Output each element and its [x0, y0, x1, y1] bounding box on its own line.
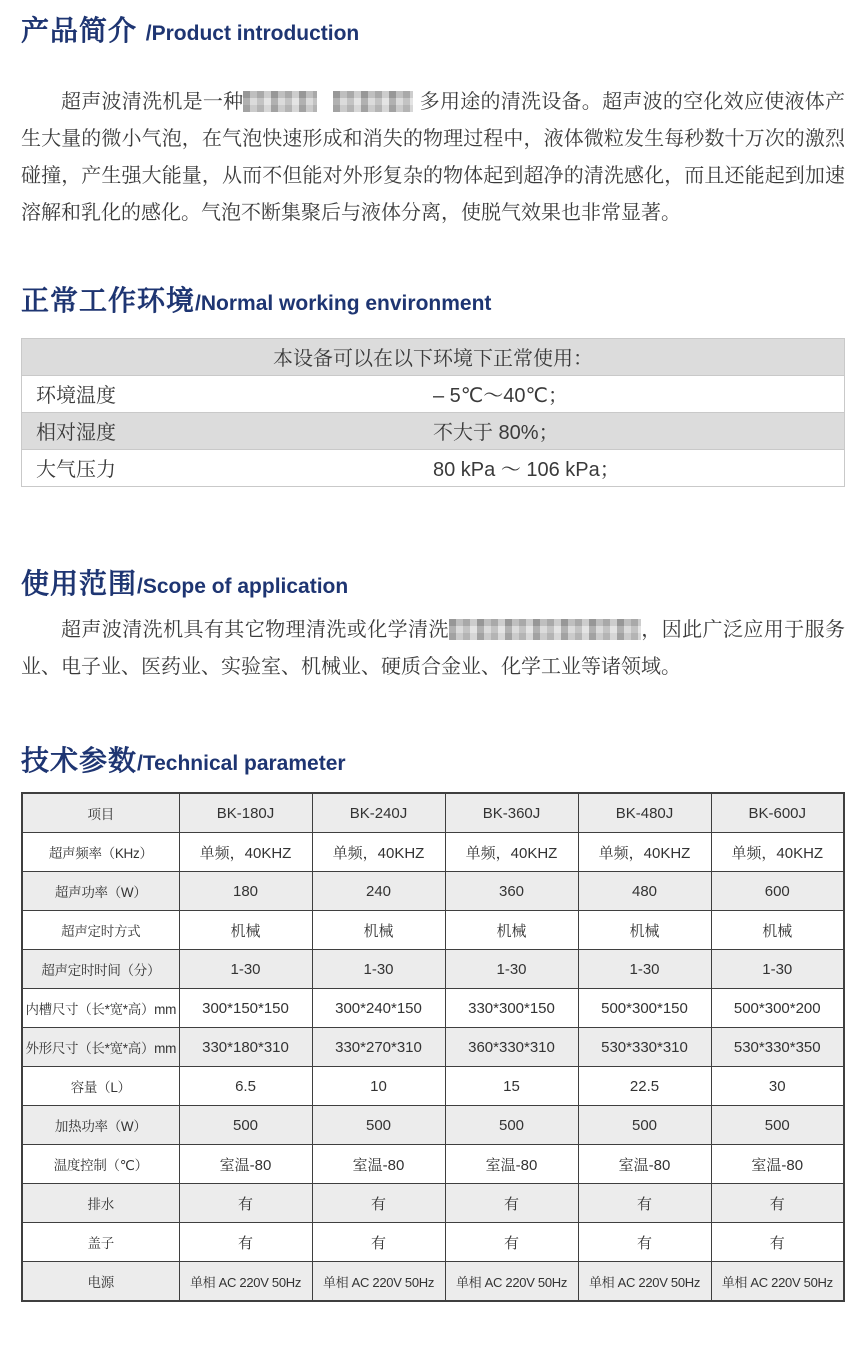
tech-table-cell: 单频，40KHZ: [445, 833, 578, 872]
scope-paragraph: [21, 612, 845, 686]
intro-text-before: 超声波清洗机是一种: [61, 90, 244, 113]
tech-table-row: [22, 1184, 844, 1223]
tech-table-cell: 机械: [578, 911, 711, 950]
scope-text-after: ，因此广泛应用于服务业、电子业、医药业、实验室、机械业、硬质合金业、化学工业等诸领域。: [21, 619, 846, 679]
tech-table-cell: 360: [445, 872, 578, 911]
tech-table-cell: 单相 AC 220V 50Hz: [179, 1262, 312, 1302]
heading-zh-label: 使用范围: [21, 567, 138, 599]
tech-table-cell: 室温-80: [578, 1145, 711, 1184]
tech-table-cell: 330*180*310: [179, 1028, 312, 1067]
tech-table-row-label: 加热功率（W）: [22, 1106, 179, 1145]
tech-table-row-label: 盖子: [22, 1223, 179, 1262]
environment-row-label: 大气压力: [22, 449, 434, 486]
product-introduction-heading: [21, 14, 845, 48]
tech-table-cell: 单频，40KHZ: [312, 833, 445, 872]
censored-text-block: [449, 619, 641, 640]
tech-table-cell: 30: [711, 1067, 844, 1106]
environment-row-label: 相对湿度: [22, 412, 434, 449]
environment-row-value: 不大于 80%；: [433, 412, 845, 449]
intro-paragraph: [21, 84, 845, 232]
tech-table-cell: 180: [179, 872, 312, 911]
tech-table-row: [22, 1028, 844, 1067]
environment-table: [21, 338, 845, 487]
tech-table-cell: 300*240*150: [312, 989, 445, 1028]
tech-table-row: [22, 911, 844, 950]
tech-table-row-label: 外形尺寸（长*宽*高）mm: [22, 1028, 179, 1067]
tech-table-cell: 单相 AC 220V 50Hz: [711, 1262, 844, 1302]
tech-table-cell: 有: [179, 1223, 312, 1262]
tech-table-row-label: 超声频率（KHz）: [22, 833, 179, 872]
tech-table-cell: 单频，40KHZ: [179, 833, 312, 872]
tech-table-row-label: 容量（L）: [22, 1067, 179, 1106]
intro-text-after: 多用途的清洗设备。超声波的空化效应使液体产生大量的微小气泡，在气泡快速形成和消失的物理过程中，液体微粒发生每秒数十万次的激烈碰撞，产生强大能量，从而不但能对外形复杂的物体起到超净的清洗感化，而且还能起到加速溶解和乳化的感化。气泡不断集聚后与液体分离，使脱气效果也非常显著。: [21, 90, 846, 224]
tech-table-header-cell: BK-480J: [578, 793, 711, 833]
tech-table-cell: 530*330*350: [711, 1028, 844, 1067]
environment-table-header-row: [22, 338, 845, 375]
censored-text-block: [243, 91, 317, 112]
section-product-introduction: [21, 14, 845, 232]
heading-zh-label: 产品简介: [21, 15, 146, 46]
tech-table-row: [22, 872, 844, 911]
tech-table-head: [22, 793, 844, 833]
environment-row-value: 80 kPa ～ 106 kPa；: [433, 449, 845, 486]
tech-table-cell: 机械: [312, 911, 445, 950]
tech-table-cell: 室温-80: [711, 1145, 844, 1184]
heading-zh-label: 正常工作环境: [21, 284, 196, 316]
tech-table-cell: 1-30: [711, 950, 844, 989]
tech-table-cell: 室温-80: [312, 1145, 445, 1184]
normal-working-environment-heading: [21, 284, 845, 318]
tech-table-row: [22, 1106, 844, 1145]
tech-table-cell: 1-30: [179, 950, 312, 989]
tech-table-cell: 1-30: [578, 950, 711, 989]
heading-zh-label: 技术参数: [21, 745, 138, 777]
section-scope-of-application: [21, 567, 845, 687]
tech-table-cell: 单相 AC 220V 50Hz: [445, 1262, 578, 1302]
environment-table-row: [22, 412, 845, 449]
environment-table-row: [22, 375, 845, 412]
tech-table-cell: 有: [578, 1184, 711, 1223]
censored-text-block: [333, 91, 413, 112]
tech-table-header-row: [22, 793, 844, 833]
tech-table-cell: 500: [312, 1106, 445, 1145]
tech-table-cell: 机械: [711, 911, 844, 950]
tech-table-cell: 500: [179, 1106, 312, 1145]
tech-table-row: [22, 989, 844, 1028]
tech-table-cell: 500*300*200: [711, 989, 844, 1028]
environment-table-caption: 本设备可以在以下环境下正常使用：: [273, 348, 593, 371]
tech-table-cell: 有: [445, 1223, 578, 1262]
section-normal-working-environment: [21, 284, 845, 487]
scope-of-application-heading: [21, 567, 845, 601]
tech-table-cell: 22.5: [578, 1067, 711, 1106]
tech-table-cell: 有: [445, 1184, 578, 1223]
tech-table-row: [22, 950, 844, 989]
tech-table-cell: 360*330*310: [445, 1028, 578, 1067]
tech-table-row: [22, 1223, 844, 1262]
tech-table-cell: 500: [578, 1106, 711, 1145]
tech-table-cell: 500*300*150: [578, 989, 711, 1028]
tech-table-row: [22, 833, 844, 872]
tech-table-row-label: 超声定时时间（分）: [22, 950, 179, 989]
environment-table-row: [22, 449, 845, 486]
tech-table-cell: 1-30: [312, 950, 445, 989]
tech-table-body: [22, 833, 844, 1302]
tech-table-cell: 10: [312, 1067, 445, 1106]
tech-table-cell: 单相 AC 220V 50Hz: [578, 1262, 711, 1302]
tech-table-cell: 有: [711, 1184, 844, 1223]
tech-table-header-cell: BK-240J: [312, 793, 445, 833]
tech-table-cell: 单相 AC 220V 50Hz: [312, 1262, 445, 1302]
tech-table-header-cell: BK-600J: [711, 793, 844, 833]
tech-table-cell: 530*330*310: [578, 1028, 711, 1067]
tech-table-cell: 480: [578, 872, 711, 911]
tech-table-header-cell: BK-360J: [445, 793, 578, 833]
heading-en-label: /Technical parameter: [137, 752, 346, 776]
scope-text-before: 超声波清洗机具有其它物理清洗或化学清洗: [61, 619, 449, 642]
tech-table-cell: 300*150*150: [179, 989, 312, 1028]
tech-table-cell: 单频，40KHZ: [578, 833, 711, 872]
tech-table-cell: 有: [179, 1184, 312, 1223]
environment-row-label: 环境温度: [22, 375, 434, 412]
heading-en-label: /Normal working environment: [195, 291, 492, 315]
tech-table-cell: 500: [711, 1106, 844, 1145]
tech-table-cell: 机械: [445, 911, 578, 950]
tech-table-header-cell: 项目: [22, 793, 179, 833]
tech-table-row-label: 温度控制（℃）: [22, 1145, 179, 1184]
tech-table-row: [22, 1067, 844, 1106]
tech-table-cell: 室温-80: [445, 1145, 578, 1184]
tech-table-cell: 有: [312, 1184, 445, 1223]
tech-table-cell: 有: [312, 1223, 445, 1262]
tech-table-cell: 1-30: [445, 950, 578, 989]
tech-table-cell: 有: [578, 1223, 711, 1262]
technical-parameter-heading: [21, 744, 845, 778]
tech-table-cell: 600: [711, 872, 844, 911]
environment-row-value: – 5℃～40℃；: [433, 375, 845, 412]
section-technical-parameter: [21, 744, 845, 1302]
tech-table-row-label: 电源: [22, 1262, 179, 1302]
technical-parameter-table: [21, 792, 845, 1302]
heading-en-label: /Product introduction: [145, 22, 360, 45]
tech-table-cell: 机械: [179, 911, 312, 950]
tech-table-cell: 有: [711, 1223, 844, 1262]
tech-table-row-label: 超声定时方式: [22, 911, 179, 950]
tech-table-header-cell: BK-180J: [179, 793, 312, 833]
tech-table-row-label: 超声功率（W）: [22, 872, 179, 911]
tech-table-row: [22, 1145, 844, 1184]
tech-table-row-label: 内槽尺寸（长*宽*高）mm: [22, 989, 179, 1028]
heading-en-label: /Scope of application: [137, 574, 349, 598]
tech-table-cell: 6.5: [179, 1067, 312, 1106]
tech-table-cell: 室温-80: [179, 1145, 312, 1184]
tech-table-row-label: 排水: [22, 1184, 179, 1223]
tech-table-cell: 330*270*310: [312, 1028, 445, 1067]
tech-table-row: [22, 1262, 844, 1302]
tech-table-cell: 330*300*150: [445, 989, 578, 1028]
tech-table-cell: 单频，40KHZ: [711, 833, 844, 872]
tech-table-cell: 500: [445, 1106, 578, 1145]
tech-table-cell: 240: [312, 872, 445, 911]
tech-table-cell: 15: [445, 1067, 578, 1106]
